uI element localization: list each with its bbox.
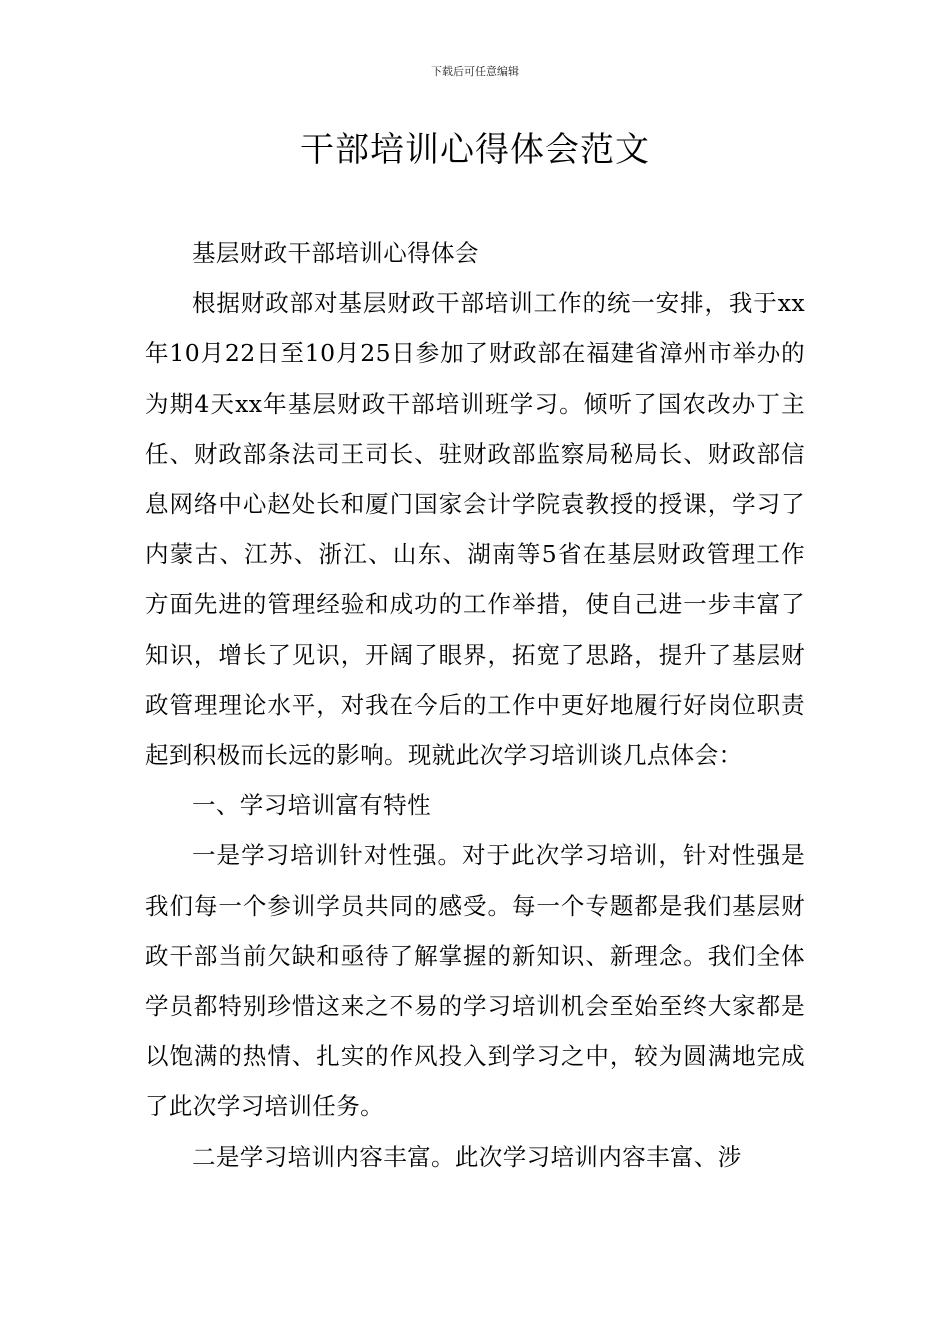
paragraph-point-two: 二是学习培训内容丰富。此次学习培训内容丰富、涉: [192, 1142, 742, 1171]
header-note: 下载后可任意编辑: [431, 65, 519, 78]
paragraph-section-heading: 一、学习培训富有特性: [192, 791, 431, 820]
paragraph-subtitle: 基层财政干部培训心得体会: [192, 239, 479, 267]
paragraph-intro: 根据财政部对基层财政干部培训工作的统一安排，我于xx年10月22日至10月25日参加了财政部在福建省漳州市举办的为期4天xx年基层财政干部培训班学习。倾听了国农改办丁主任、财政部条法司王司长、驻财政部监察局秘局长、财政部信息网络中心赵处长和厦门国家会计学院袁教授的授课，学习了内蒙古、江苏、浙江、山东、湖南等5省在基层财政管理工作方面先进的管理经验和成功的工作举措，使自己进一步丰富了知识，增长了见识，开阔了眼界，拓宽了思路，提升了基层财政管理理论水平，对我在今后的工作中更好地履行好岗位职责起到积极而长远的影响。现就此次学习培训谈几点体会：: [145, 289, 805, 770]
document-body: [145, 228, 805, 1182]
document-title: 干部培训心得体会范文: [300, 130, 650, 170]
paragraph-point-one: 一是学习培训针对性强。对于此次学习培训，针对性强是我们每一个参训学员共同的感受。每一个专题都是我们基层财政干部当前欠缺和亟待了解掌握的新知识、新理念。我们全体学员都特别珍惜这来之不易的学习培训机会至始至终大家都是以饱满的热情、扎实的作风投入到学习之中，较为圆满地完成了此次学习培训任务。: [145, 841, 805, 1121]
